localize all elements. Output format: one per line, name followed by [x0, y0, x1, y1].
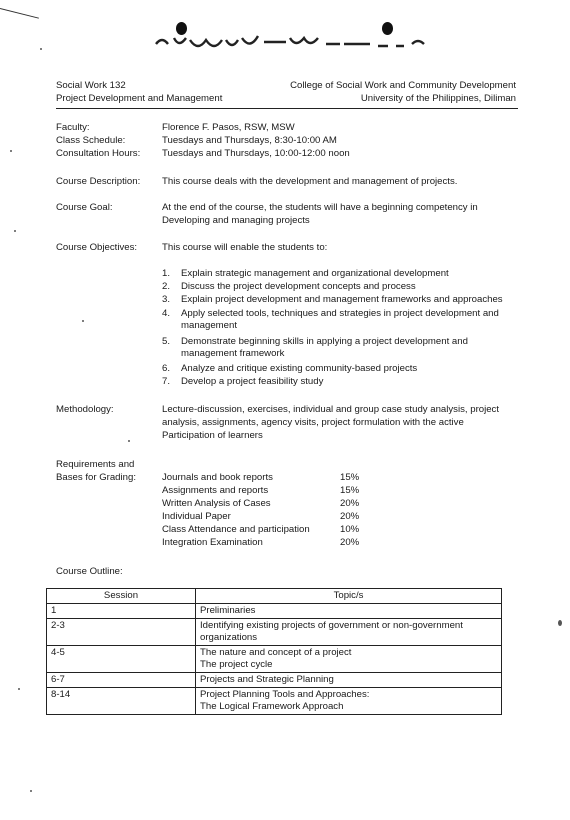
topic-line: Preliminaries — [200, 605, 256, 616]
scan-speck — [10, 150, 12, 152]
objective-text: Develop a project feasibility study — [181, 376, 324, 387]
topic-line: Project Planning Tools and Approaches: — [200, 689, 370, 700]
session-column-header: Session — [47, 589, 196, 604]
session-cell: 4-5 — [47, 646, 196, 673]
session-cell: 6-7 — [47, 673, 196, 688]
grading-item-name: Written Analysis of Cases — [162, 498, 271, 509]
topic-cell — [196, 646, 502, 673]
session-cell: 2-3 — [47, 619, 196, 646]
methodology-label: Methodology: — [56, 404, 114, 415]
scan-speck — [128, 440, 130, 442]
university-name: University of the Philippines, Diliman — [360, 93, 516, 104]
scan-mark-line — [0, 8, 39, 19]
table-row — [47, 646, 502, 673]
objectives-intro: This course will enable the students to: — [162, 242, 328, 253]
methodology-line-1: Lecture-discussion, exercises, individual and group case study analysis, project — [162, 404, 500, 415]
table-row — [47, 673, 502, 688]
session-cell: 1 — [47, 604, 196, 619]
topic-cell — [196, 673, 502, 688]
table-header-row — [47, 589, 502, 604]
consultation-value: Tuesdays and Thursdays, 10:00-12:00 noon — [162, 148, 350, 159]
grading-item-name: Class Attendance and participation — [162, 524, 310, 535]
outline-label: Course Outline: — [56, 566, 123, 577]
course-code: Social Work 132 — [56, 80, 126, 91]
course-outline-table — [46, 588, 502, 715]
objective-text: Apply selected tools, techniques and strategies in project development and management — [181, 308, 499, 331]
goal-line-1: At the end of the course, the students will have a beginning competency in — [162, 202, 478, 213]
schedule-value: Tuesdays and Thursdays, 8:30-10:00 AM — [162, 135, 337, 146]
grading-item-name: Journals and book reports — [162, 472, 273, 483]
topic-cell — [196, 688, 502, 715]
topic-line: The Logical Framework Approach — [200, 701, 344, 712]
objective-text: Demonstrate beginning skills in applying a project development and management framework — [181, 336, 468, 359]
scan-speck — [14, 230, 16, 232]
grading-item-name: Individual Paper — [162, 511, 231, 522]
table-row — [47, 604, 502, 619]
grading-item-percent: 10% — [340, 524, 360, 535]
logo-smudge-graphic — [150, 34, 440, 48]
scan-speck — [18, 688, 20, 690]
topic-column-header: Topic/s — [196, 589, 502, 604]
description-value: This course deals with the development and management of projects. — [162, 176, 458, 187]
objective-text: Analyze and critique existing community-based projects — [181, 363, 418, 374]
schedule-label: Class Schedule: — [56, 135, 126, 146]
objective-number: 6. — [162, 363, 171, 374]
topic-cell — [196, 619, 502, 646]
objective-number: 3. — [162, 294, 171, 305]
scan-speck — [40, 48, 42, 50]
topic-line: The nature and concept of a project — [200, 647, 352, 658]
methodology-line-2: analysis, assignments, agency visits, project formulation with the active — [162, 417, 464, 428]
grading-item-name: Integration Examination — [162, 537, 263, 548]
objective-number: 7. — [162, 376, 171, 387]
topic-line: The project cycle — [200, 659, 273, 670]
objective-text: Explain project development and management frameworks and approaches — [181, 294, 503, 305]
objective-number: 4. — [162, 308, 171, 319]
faculty-label: Faculty: — [56, 122, 90, 133]
grading-item-percent: 15% — [340, 485, 360, 496]
course-title: Project Development and Management — [56, 93, 223, 104]
objective-number: 2. — [162, 281, 171, 292]
scan-speck — [30, 790, 32, 792]
objective-number: 1. — [162, 268, 171, 279]
scan-speck — [82, 320, 84, 322]
grading-item-name: Assignments and reports — [162, 485, 269, 496]
grading-item-percent: 15% — [340, 472, 360, 483]
grading-item-percent: 20% — [340, 511, 360, 522]
scan-speck — [558, 620, 562, 626]
grading-item-percent: 20% — [340, 498, 360, 509]
faculty-value: Florence F. Pasos, RSW, MSW — [162, 122, 295, 133]
grading-label-line-1: Requirements and — [56, 459, 135, 470]
topic-line: Identifying existing projects of government or non-government — [200, 620, 463, 631]
methodology-line-3: Participation of learners — [162, 430, 263, 441]
session-cell: 8-14 — [47, 688, 196, 715]
grading-item-percent: 20% — [340, 537, 360, 548]
description-label: Course Description: — [56, 176, 141, 187]
goal-label: Course Goal: — [56, 202, 113, 213]
objective-number: 5. — [162, 336, 171, 347]
document-header — [56, 80, 518, 109]
grading-label-line-2: Bases for Grading: — [56, 472, 136, 483]
table-row — [47, 619, 502, 646]
objectives-label: Course Objectives: — [56, 242, 138, 253]
topic-line: organizations — [200, 632, 258, 643]
consultation-label: Consultation Hours: — [56, 148, 141, 159]
objective-text: Explain strategic management and organizational development — [181, 268, 449, 279]
topic-line: Projects and Strategic Planning — [200, 674, 334, 685]
table-row — [47, 688, 502, 715]
university-seal-logo — [150, 22, 440, 52]
topic-cell — [196, 604, 502, 619]
objective-text: Discuss the project development concepts and process — [181, 281, 416, 292]
college-name: College of Social Work and Community Development — [290, 80, 516, 91]
goal-line-2: Developing and managing projects — [162, 215, 310, 226]
